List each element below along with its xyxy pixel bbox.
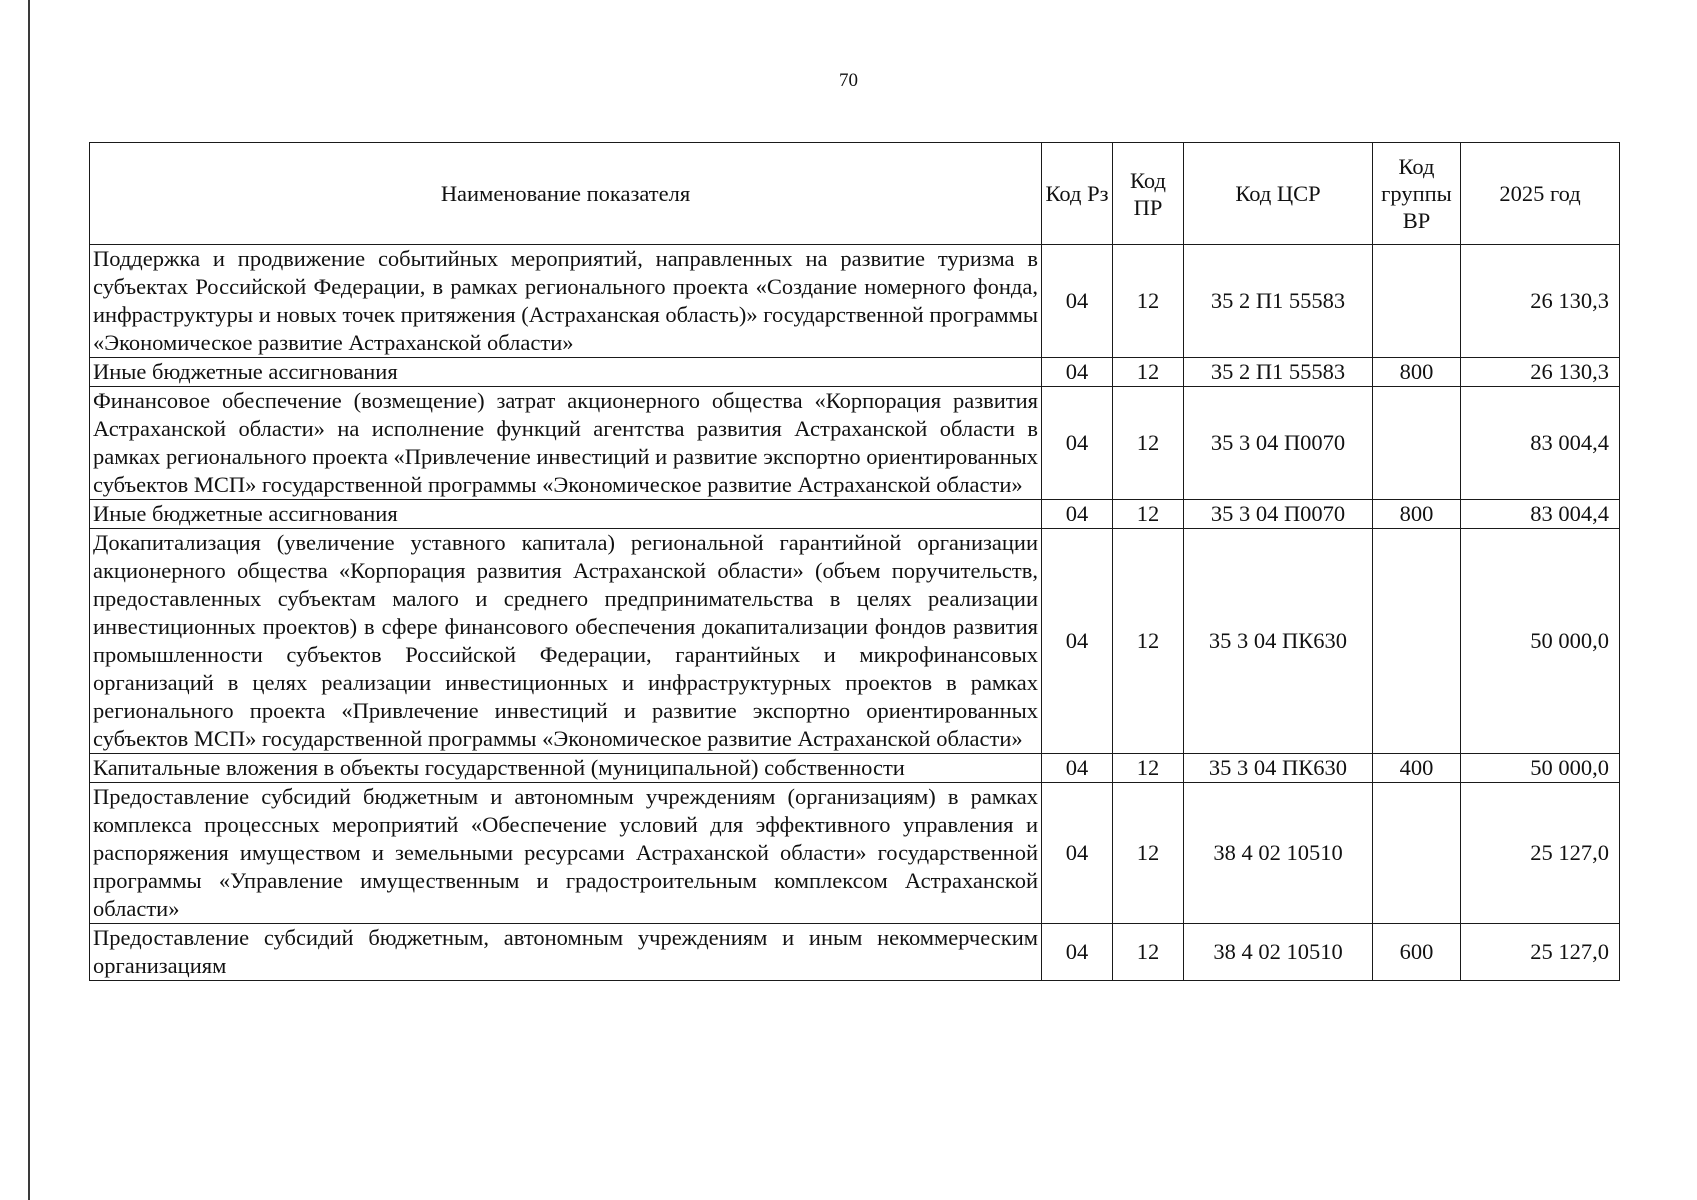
row-rz: 04 — [1042, 924, 1113, 981]
budget-table — [89, 142, 1620, 981]
row-pr: 12 — [1113, 754, 1184, 783]
row-vr: 600 — [1373, 924, 1461, 981]
row-csr: 35 2 П1 55583 — [1184, 245, 1373, 358]
row-vr — [1373, 783, 1461, 924]
row-name: Поддержка и продвижение событийных мероприятий, направленных на развитие туризма в субъектах Российской Федерации, в рамках регионального проекта «Создание номерного фонда, инфраструктуры и новых точек притяжения (Астраханская область)» государственной программы «Экономическое развитие Астраханской области» — [90, 245, 1042, 358]
page-number: 70 — [839, 70, 858, 91]
row-amount: 83 004,4 — [1461, 387, 1620, 500]
row-rz: 04 — [1042, 783, 1113, 924]
row-csr: 35 3 04 П0070 — [1184, 387, 1373, 500]
row-rz: 04 — [1042, 245, 1113, 358]
row-pr: 12 — [1113, 358, 1184, 387]
header-vr: Код группы ВР — [1373, 143, 1461, 245]
table-row — [90, 358, 1620, 387]
row-rz: 04 — [1042, 529, 1113, 754]
row-csr: 35 3 04 П0070 — [1184, 500, 1373, 529]
row-vr — [1373, 387, 1461, 500]
row-pr: 12 — [1113, 783, 1184, 924]
table-row — [90, 500, 1620, 529]
header-name: Наименование показателя — [90, 143, 1042, 245]
table-row — [90, 754, 1620, 783]
table-row — [90, 387, 1620, 500]
row-name: Иные бюджетные ассигнования — [90, 500, 1042, 529]
row-amount: 25 127,0 — [1461, 783, 1620, 924]
table-header-row — [90, 143, 1620, 245]
scan-margin-line — [28, 0, 30, 1200]
row-amount: 25 127,0 — [1461, 924, 1620, 981]
row-vr: 800 — [1373, 500, 1461, 529]
row-pr: 12 — [1113, 924, 1184, 981]
table-row — [90, 924, 1620, 981]
row-rz: 04 — [1042, 358, 1113, 387]
row-rz: 04 — [1042, 500, 1113, 529]
row-rz: 04 — [1042, 754, 1113, 783]
row-vr — [1373, 529, 1461, 754]
row-name: Капитальные вложения в объекты государственной (муниципальной) собственности — [90, 754, 1042, 783]
header-year: 2025 год — [1461, 143, 1620, 245]
row-csr: 35 2 П1 55583 — [1184, 358, 1373, 387]
row-csr: 35 3 04 ПК630 — [1184, 754, 1373, 783]
row-vr: 400 — [1373, 754, 1461, 783]
row-name: Предоставление субсидий бюджетным, автономным учреждениям и иным некоммерческим организациям — [90, 924, 1042, 981]
header-rz: Код Рз — [1042, 143, 1113, 245]
row-name: Финансовое обеспечение (возмещение) затрат акционерного общества «Корпорация развития Астраханской области» на исполнение функций агентства развития Астраханской области в рамках регионального проекта «Привлечение инвестиций и развитие экспортно ориентированных субъектов МСП» государственной программы «Экономическое развитие Астраханской области» — [90, 387, 1042, 500]
table-row — [90, 245, 1620, 358]
header-csr: Код ЦСР — [1184, 143, 1373, 245]
row-vr — [1373, 245, 1461, 358]
table-row — [90, 783, 1620, 924]
row-amount: 26 130,3 — [1461, 245, 1620, 358]
row-name: Предоставление субсидий бюджетным и автономным учреждениям (организациям) в рамках комплекса процессных мероприятий «Обеспечение условий для эффективного управления и распоряжения имуществом и земельными ресурсами Астраханской области» государственной программы «Управление имущественным и градостроительным комплексом Астраханской области» — [90, 783, 1042, 924]
row-amount: 50 000,0 — [1461, 754, 1620, 783]
row-pr: 12 — [1113, 387, 1184, 500]
row-amount: 83 004,4 — [1461, 500, 1620, 529]
row-csr: 35 3 04 ПК630 — [1184, 529, 1373, 754]
row-amount: 26 130,3 — [1461, 358, 1620, 387]
row-amount: 50 000,0 — [1461, 529, 1620, 754]
row-rz: 04 — [1042, 387, 1113, 500]
row-pr: 12 — [1113, 500, 1184, 529]
row-pr: 12 — [1113, 245, 1184, 358]
row-vr: 800 — [1373, 358, 1461, 387]
row-pr: 12 — [1113, 529, 1184, 754]
row-name: Иные бюджетные ассигнования — [90, 358, 1042, 387]
row-csr: 38 4 02 10510 — [1184, 783, 1373, 924]
row-csr: 38 4 02 10510 — [1184, 924, 1373, 981]
table-row — [90, 529, 1620, 754]
header-pr: Код ПР — [1113, 143, 1184, 245]
row-name: Докапитализация (увеличение уставного капитала) региональной гарантийной организации акционерного общества «Корпорация развития Астраханской области» (объем поручительств, предоставленных субъектам малого и среднего предпринимательства в целях реализации инвестиционных проектов) в сфере финансового обеспечения докапитализации фондов развития промышленности субъектов Российской Федерации, гарантийных и микрофинансовых организаций в целях реализации инвестиционных и инфраструктурных проектов в рамках регионального проекта «Привлечение инвестиций и развитие экспортно ориентированных субъектов МСП» государственной программы «Экономическое развитие Астраханской области» — [90, 529, 1042, 754]
